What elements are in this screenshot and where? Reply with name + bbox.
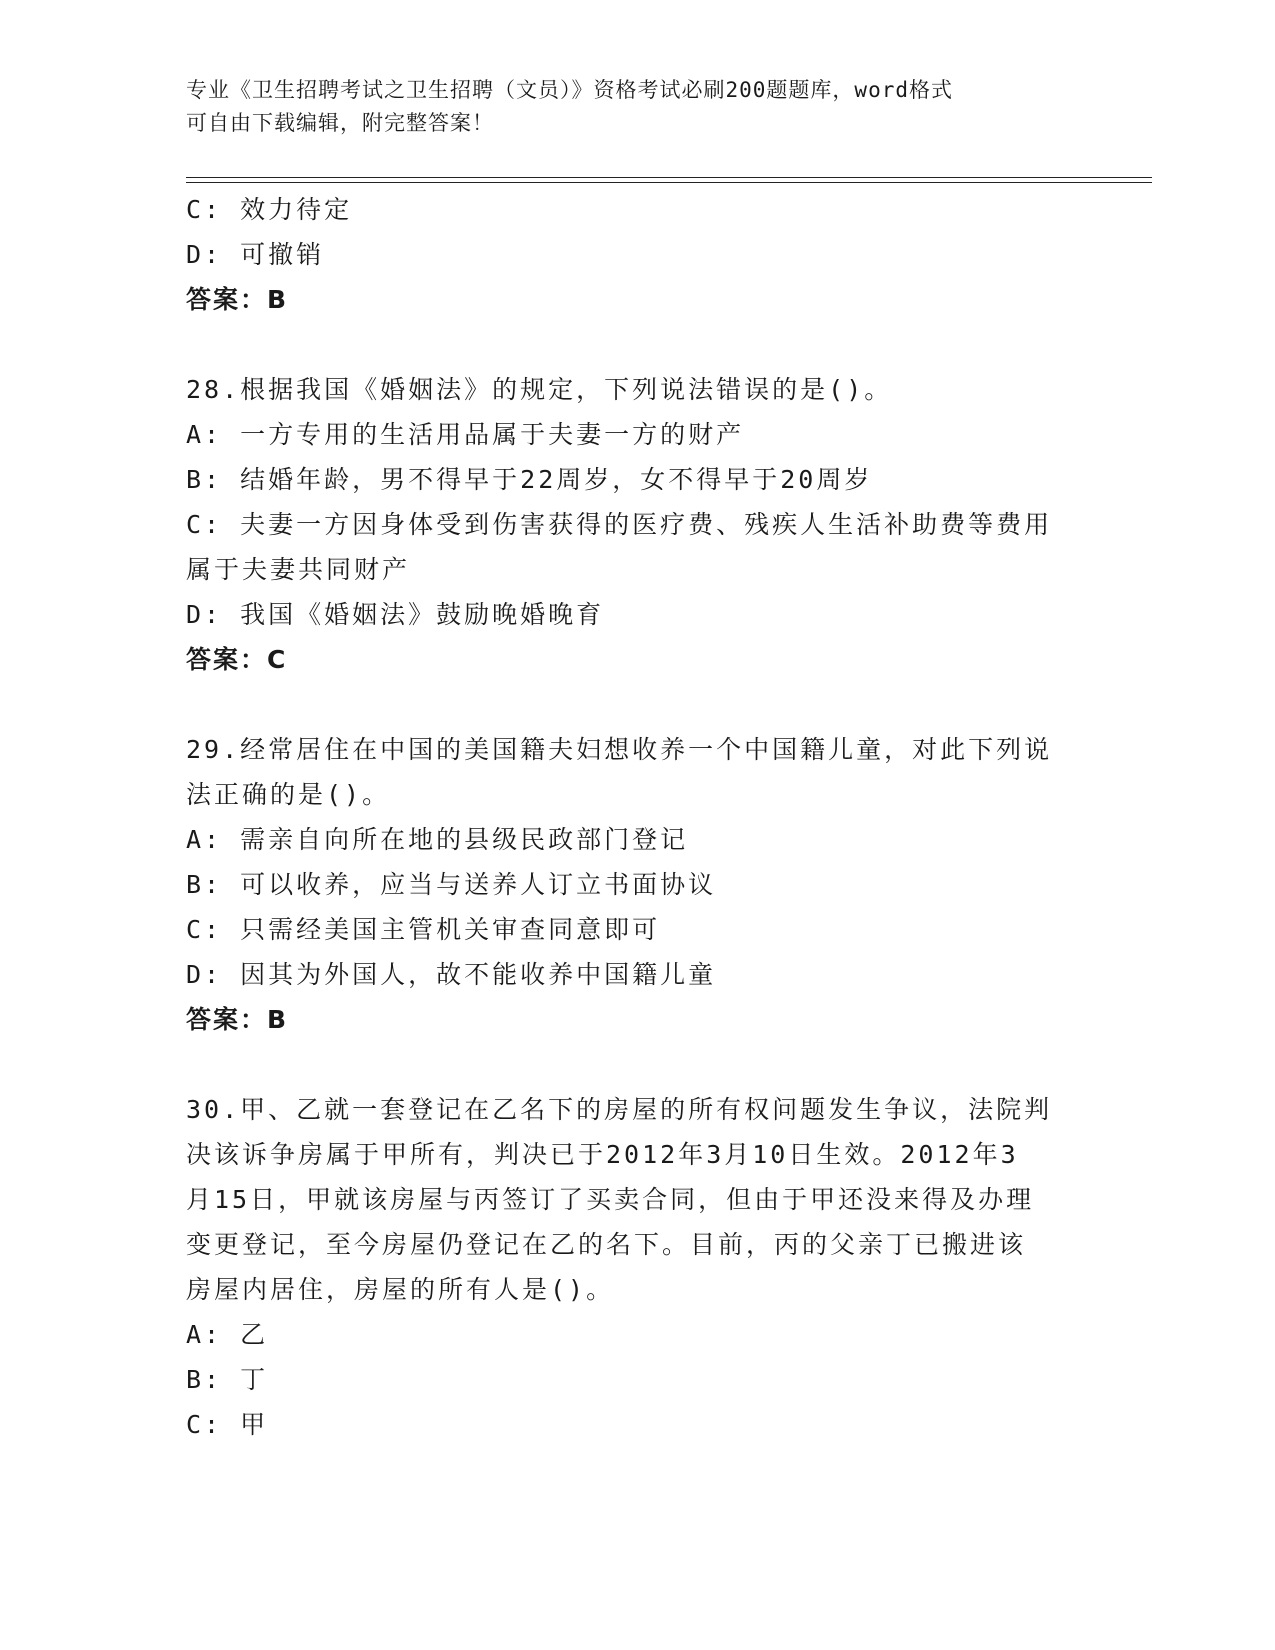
question-stem: 30.甲、乙就一套登记在乙名下的房屋的所有权问题发生争议，法院判 [186,1095,1053,1124]
question-stem-continued: 决该诉争房属于甲所有，判决已于2012年3月10日生效。2012年3 [186,1140,1019,1169]
prev-question-option-d: D: 可撤销 [186,240,325,269]
option-c: C: 夫妻一方因身体受到伤害获得的医疗费、残疾人生活补助费等费用 [186,510,1053,539]
question-stem: 29.经常居住在中国的美国籍夫妇想收养一个中国籍儿童，对此下列说 [186,735,1053,764]
spacer [186,322,1076,367]
question-29 [186,727,1076,1042]
option-a: A: 乙 [186,1320,269,1349]
prev-question-answer: 答案：B [186,285,289,314]
option-c: C: 甲 [186,1410,269,1439]
option-d: D: 因其为外国人，故不能收养中国籍儿童 [186,960,717,989]
question-stem-continued: 变更登记，至今房屋仍登记在乙的名下。目前，丙的父亲丁已搬进该 [186,1230,1027,1259]
question-30 [186,1087,1076,1447]
header-divider-bottom [186,182,1152,183]
spacer [186,682,1076,727]
option-a: A: 一方专用的生活用品属于夫妻一方的财产 [186,420,745,449]
option-c-continued: 属于夫妻共同财产 [186,555,411,584]
question-stem-continued: 房屋内居住，房屋的所有人是()。 [186,1275,615,1304]
option-c: C: 只需经美国主管机关审查同意即可 [186,915,661,944]
question-answer: 答案：C [186,645,288,674]
question-stem-continued: 月15日，甲就该房屋与丙签订了买卖合同，但由于甲还没来得及办理 [186,1185,1035,1214]
question-answer: 答案：B [186,1005,289,1034]
question-28 [186,367,1076,682]
option-b: B: 可以收养，应当与送养人订立书面协议 [186,870,717,899]
page-header [186,74,1066,140]
question-stem-continued: 法正确的是()。 [186,780,391,809]
header-title-line-1: 专业《卫生招聘考试之卫生招聘（文员）》资格考试必刷200题题库，word格式 [186,78,953,102]
spacer [186,1042,1076,1087]
option-d: D: 我国《婚姻法》鼓励晚婚晚育 [186,600,605,629]
header-divider-top [186,177,1152,178]
option-b: B: 结婚年龄，男不得早于22周岁，女不得早于20周岁 [186,465,873,494]
prev-question-option-c: C: 效力待定 [186,195,353,224]
option-a: A: 需亲自向所在地的县级民政部门登记 [186,825,689,854]
header-title-line-2: 可自由下载编辑，附完整答案！ [186,111,494,135]
question-stem: 28.根据我国《婚姻法》的规定，下列说法错误的是()。 [186,375,893,404]
document-body [186,187,1076,1447]
option-b: B: 丁 [186,1365,269,1394]
